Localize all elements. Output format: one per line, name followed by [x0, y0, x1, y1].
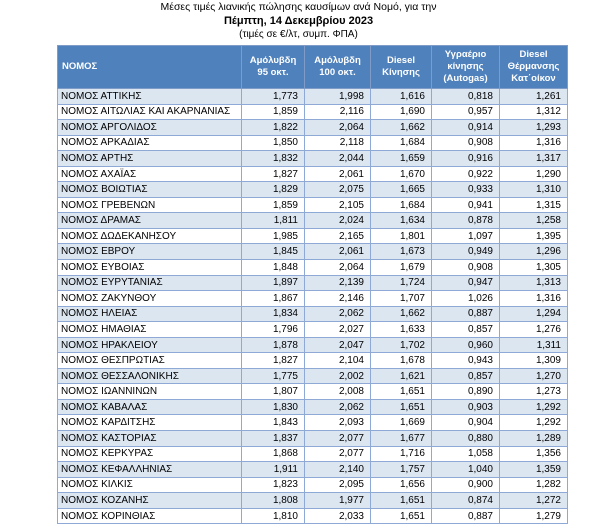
cell-heating-diesel: 1,292	[500, 415, 568, 431]
cell-unleaded-95: 1,868	[242, 446, 305, 462]
cell-unleaded-95: 1,811	[242, 213, 305, 229]
cell-unleaded-95: 1,808	[242, 493, 305, 509]
header-diesel: Diesel Κίνησης	[371, 46, 432, 89]
cell-nomos: ΝΟΜΟΣ ΚΙΛΚΙΣ	[58, 477, 242, 493]
cell-autogas: 0,818	[432, 89, 500, 105]
cell-heating-diesel: 1,311	[500, 337, 568, 353]
cell-unleaded-95: 1,827	[242, 353, 305, 369]
cell-unleaded-100: 2,118	[305, 135, 371, 151]
cell-heating-diesel: 1,395	[500, 228, 568, 244]
table-row	[58, 446, 568, 462]
cell-diesel: 1,677	[371, 431, 432, 447]
table-row	[58, 431, 568, 447]
header-nomos: ΝΟΜΟΣ	[58, 46, 242, 89]
cell-unleaded-100: 2,146	[305, 291, 371, 307]
cell-unleaded-100: 2,139	[305, 275, 371, 291]
cell-autogas: 0,933	[432, 182, 500, 198]
table-row	[58, 399, 568, 415]
cell-nomos: ΝΟΜΟΣ ΑΡΓΟΛΙΔΟΣ	[58, 120, 242, 136]
cell-autogas: 0,941	[432, 197, 500, 213]
cell-autogas: 0,922	[432, 166, 500, 182]
cell-unleaded-100: 2,033	[305, 508, 371, 524]
cell-diesel: 1,716	[371, 446, 432, 462]
cell-unleaded-100: 2,104	[305, 353, 371, 369]
cell-autogas: 0,887	[432, 508, 500, 524]
title-units: (τιμές σε €/λτ, συμπ. ΦΠΑ)	[239, 29, 358, 40]
cell-diesel: 1,684	[371, 135, 432, 151]
cell-heating-diesel: 1,294	[500, 306, 568, 322]
cell-nomos: ΝΟΜΟΣ ΚΕΡΚΥΡΑΣ	[58, 446, 242, 462]
cell-nomos: ΝΟΜΟΣ ΚΑΡΔΙΤΣΗΣ	[58, 415, 242, 431]
table-header	[58, 46, 568, 89]
table-row	[58, 213, 568, 229]
cell-diesel: 1,633	[371, 322, 432, 338]
table-row	[58, 337, 568, 353]
cell-autogas: 1,026	[432, 291, 500, 307]
cell-nomos: ΝΟΜΟΣ ΖΑΚΥΝΘΟΥ	[58, 291, 242, 307]
cell-heating-diesel: 1,312	[500, 104, 568, 120]
cell-unleaded-100: 2,116	[305, 104, 371, 120]
cell-nomos: ΝΟΜΟΣ ΕΥΒΟΙΑΣ	[58, 260, 242, 276]
cell-nomos: ΝΟΜΟΣ ΔΩΔΕΚΑΝΗΣΟΥ	[58, 228, 242, 244]
cell-unleaded-100: 2,008	[305, 384, 371, 400]
cell-diesel: 1,651	[371, 508, 432, 524]
cell-heating-diesel: 1,282	[500, 477, 568, 493]
table-row	[58, 493, 568, 509]
title-line-1: Μέσες τιμές λιανικής πώλησης καυσίμων ανά Νομό, για την	[160, 1, 437, 13]
cell-nomos: ΝΟΜΟΣ ΑΡΚΑΔΙΑΣ	[58, 135, 242, 151]
cell-heating-diesel: 1,290	[500, 166, 568, 182]
cell-diesel: 1,702	[371, 337, 432, 353]
cell-diesel: 1,651	[371, 399, 432, 415]
cell-autogas: 0,890	[432, 384, 500, 400]
cell-nomos: ΝΟΜΟΣ ΘΕΣΠΡΩΤΙΑΣ	[58, 353, 242, 369]
cell-nomos: ΝΟΜΟΣ ΑΙΤΩΛΙΑΣ ΚΑΙ ΑΚΑΡΝΑΝΙΑΣ	[58, 104, 242, 120]
cell-heating-diesel: 1,279	[500, 508, 568, 524]
cell-autogas: 0,878	[432, 213, 500, 229]
table-row	[58, 306, 568, 322]
cell-heating-diesel: 1,293	[500, 120, 568, 136]
table-row	[58, 322, 568, 338]
cell-nomos: ΝΟΜΟΣ ΔΡΑΜΑΣ	[58, 213, 242, 229]
cell-diesel: 1,651	[371, 493, 432, 509]
cell-autogas: 0,857	[432, 322, 500, 338]
cell-heating-diesel: 1,317	[500, 151, 568, 167]
cell-nomos: ΝΟΜΟΣ ΗΛΕΙΑΣ	[58, 306, 242, 322]
cell-autogas: 0,903	[432, 399, 500, 415]
cell-unleaded-95: 1,878	[242, 337, 305, 353]
cell-unleaded-100: 2,061	[305, 244, 371, 260]
cell-diesel: 1,634	[371, 213, 432, 229]
cell-unleaded-95: 1,810	[242, 508, 305, 524]
cell-autogas: 0,908	[432, 135, 500, 151]
header-heating-diesel: Diesel Θέρμανσης Κατ΄οίκον	[500, 46, 568, 89]
cell-autogas: 0,960	[432, 337, 500, 353]
cell-autogas: 0,949	[432, 244, 500, 260]
table-row	[58, 135, 568, 151]
table-row	[58, 166, 568, 182]
cell-unleaded-95: 1,845	[242, 244, 305, 260]
cell-autogas: 0,914	[432, 120, 500, 136]
cell-unleaded-100: 2,077	[305, 431, 371, 447]
cell-unleaded-95: 1,897	[242, 275, 305, 291]
cell-nomos: ΝΟΜΟΣ ΗΡΑΚΛΕΙΟΥ	[58, 337, 242, 353]
cell-nomos: ΝΟΜΟΣ ΕΒΡΟΥ	[58, 244, 242, 260]
table-row	[58, 228, 568, 244]
cell-heating-diesel: 1,272	[500, 493, 568, 509]
table-row	[58, 197, 568, 213]
cell-diesel: 1,678	[371, 353, 432, 369]
cell-heating-diesel: 1,313	[500, 275, 568, 291]
cell-unleaded-100: 2,024	[305, 213, 371, 229]
cell-diesel: 1,690	[371, 104, 432, 120]
cell-unleaded-95: 1,775	[242, 368, 305, 384]
cell-heating-diesel: 1,270	[500, 368, 568, 384]
cell-unleaded-95: 1,829	[242, 182, 305, 198]
cell-autogas: 0,874	[432, 493, 500, 509]
cell-heating-diesel: 1,296	[500, 244, 568, 260]
table-row	[58, 260, 568, 276]
cell-nomos: ΝΟΜΟΣ ΚΑΣΤΟΡΙΑΣ	[58, 431, 242, 447]
header-unleaded-95: Αμόλυβδη 95 οκτ.	[242, 46, 305, 89]
cell-unleaded-95: 1,859	[242, 197, 305, 213]
cell-unleaded-95: 1,822	[242, 120, 305, 136]
cell-nomos: ΝΟΜΟΣ ΑΤΤΙΚΗΣ	[58, 89, 242, 105]
cell-unleaded-95: 1,848	[242, 260, 305, 276]
cell-unleaded-95: 1,807	[242, 384, 305, 400]
cell-autogas: 0,900	[432, 477, 500, 493]
table-row	[58, 368, 568, 384]
cell-autogas: 0,887	[432, 306, 500, 322]
table-row	[58, 477, 568, 493]
cell-diesel: 1,651	[371, 384, 432, 400]
cell-autogas: 0,904	[432, 415, 500, 431]
cell-heating-diesel: 1,258	[500, 213, 568, 229]
cell-heating-diesel: 1,315	[500, 197, 568, 213]
table-row	[58, 508, 568, 524]
cell-unleaded-95: 1,796	[242, 322, 305, 338]
cell-diesel: 1,707	[371, 291, 432, 307]
cell-autogas: 1,097	[432, 228, 500, 244]
cell-autogas: 1,040	[432, 462, 500, 478]
cell-nomos: ΝΟΜΟΣ ΚΕΦΑΛΛΗΝΙΑΣ	[58, 462, 242, 478]
cell-heating-diesel: 1,292	[500, 399, 568, 415]
cell-unleaded-95: 1,985	[242, 228, 305, 244]
cell-unleaded-100: 2,095	[305, 477, 371, 493]
table-row	[58, 384, 568, 400]
cell-diesel: 1,616	[371, 89, 432, 105]
table-row	[58, 275, 568, 291]
cell-unleaded-100: 1,977	[305, 493, 371, 509]
cell-unleaded-100: 2,061	[305, 166, 371, 182]
cell-unleaded-95: 1,773	[242, 89, 305, 105]
table-row	[58, 291, 568, 307]
cell-nomos: ΝΟΜΟΣ ΙΩΑΝΝΙΝΩΝ	[58, 384, 242, 400]
cell-unleaded-100: 2,140	[305, 462, 371, 478]
title-block	[0, 0, 597, 41]
cell-unleaded-100: 1,998	[305, 89, 371, 105]
title-date: Πέμπτη, 14 Δεκεμβρίου 2023	[223, 15, 374, 27]
fuel-prices-table	[57, 45, 568, 524]
cell-diesel: 1,673	[371, 244, 432, 260]
table-row	[58, 462, 568, 478]
cell-autogas: 0,943	[432, 353, 500, 369]
cell-heating-diesel: 1,359	[500, 462, 568, 478]
cell-unleaded-100: 2,064	[305, 120, 371, 136]
cell-unleaded-100: 2,165	[305, 228, 371, 244]
cell-unleaded-100: 2,044	[305, 151, 371, 167]
cell-diesel: 1,801	[371, 228, 432, 244]
cell-diesel: 1,662	[371, 120, 432, 136]
cell-unleaded-95: 1,832	[242, 151, 305, 167]
cell-diesel: 1,757	[371, 462, 432, 478]
cell-unleaded-95: 1,830	[242, 399, 305, 415]
cell-unleaded-100: 2,062	[305, 306, 371, 322]
cell-unleaded-100: 2,105	[305, 197, 371, 213]
cell-unleaded-100: 2,062	[305, 399, 371, 415]
cell-autogas: 0,880	[432, 431, 500, 447]
cell-unleaded-95: 1,834	[242, 306, 305, 322]
cell-diesel: 1,659	[371, 151, 432, 167]
cell-unleaded-95: 1,837	[242, 431, 305, 447]
cell-heating-diesel: 1,261	[500, 89, 568, 105]
header-autogas: Υγραέριο κίνησης (Autogas)	[432, 46, 500, 89]
cell-autogas: 0,947	[432, 275, 500, 291]
cell-autogas: 0,908	[432, 260, 500, 276]
cell-unleaded-95: 1,827	[242, 166, 305, 182]
cell-autogas: 1,058	[432, 446, 500, 462]
header-row	[58, 46, 568, 89]
cell-unleaded-95: 1,911	[242, 462, 305, 478]
cell-unleaded-95: 1,867	[242, 291, 305, 307]
cell-diesel: 1,656	[371, 477, 432, 493]
cell-diesel: 1,724	[371, 275, 432, 291]
cell-unleaded-95: 1,823	[242, 477, 305, 493]
table-row	[58, 353, 568, 369]
table-body	[58, 89, 568, 524]
cell-nomos: ΝΟΜΟΣ ΗΜΑΘΙΑΣ	[58, 322, 242, 338]
cell-unleaded-95: 1,850	[242, 135, 305, 151]
cell-diesel: 1,621	[371, 368, 432, 384]
cell-heating-diesel: 1,356	[500, 446, 568, 462]
cell-heating-diesel: 1,289	[500, 431, 568, 447]
cell-nomos: ΝΟΜΟΣ ΚΑΒΑΛΑΣ	[58, 399, 242, 415]
table-row	[58, 244, 568, 260]
cell-autogas: 0,857	[432, 368, 500, 384]
cell-unleaded-100: 2,093	[305, 415, 371, 431]
cell-heating-diesel: 1,276	[500, 322, 568, 338]
cell-heating-diesel: 1,309	[500, 353, 568, 369]
cell-diesel: 1,669	[371, 415, 432, 431]
cell-heating-diesel: 1,305	[500, 260, 568, 276]
cell-nomos: ΝΟΜΟΣ ΓΡΕΒΕΝΩΝ	[58, 197, 242, 213]
cell-unleaded-100: 2,002	[305, 368, 371, 384]
cell-heating-diesel: 1,316	[500, 291, 568, 307]
cell-autogas: 0,916	[432, 151, 500, 167]
table-row	[58, 89, 568, 105]
cell-autogas: 0,957	[432, 104, 500, 120]
cell-unleaded-100: 2,047	[305, 337, 371, 353]
table-row	[58, 151, 568, 167]
cell-nomos: ΝΟΜΟΣ ΚΟΖΑΝΗΣ	[58, 493, 242, 509]
cell-diesel: 1,670	[371, 166, 432, 182]
cell-heating-diesel: 1,310	[500, 182, 568, 198]
cell-unleaded-95: 1,843	[242, 415, 305, 431]
cell-diesel: 1,662	[371, 306, 432, 322]
cell-diesel: 1,665	[371, 182, 432, 198]
table-row	[58, 104, 568, 120]
cell-unleaded-100: 2,064	[305, 260, 371, 276]
cell-diesel: 1,684	[371, 197, 432, 213]
cell-nomos: ΝΟΜΟΣ ΕΥΡΥΤΑΝΙΑΣ	[58, 275, 242, 291]
cell-heating-diesel: 1,316	[500, 135, 568, 151]
cell-nomos: ΝΟΜΟΣ ΑΧΑΪΑΣ	[58, 166, 242, 182]
cell-nomos: ΝΟΜΟΣ ΒΟΙΩΤΙΑΣ	[58, 182, 242, 198]
cell-unleaded-100: 2,027	[305, 322, 371, 338]
cell-unleaded-100: 2,075	[305, 182, 371, 198]
header-unleaded-100: Αμόλυβδη 100 οκτ.	[305, 46, 371, 89]
table-row	[58, 182, 568, 198]
cell-unleaded-95: 1,859	[242, 104, 305, 120]
table-row	[58, 415, 568, 431]
cell-nomos: ΝΟΜΟΣ ΑΡΤΗΣ	[58, 151, 242, 167]
cell-nomos: ΝΟΜΟΣ ΚΟΡΙΝΘΙΑΣ	[58, 508, 242, 524]
cell-diesel: 1,679	[371, 260, 432, 276]
cell-heating-diesel: 1,273	[500, 384, 568, 400]
cell-nomos: ΝΟΜΟΣ ΘΕΣΣΑΛΟΝΙΚΗΣ	[58, 368, 242, 384]
table-row	[58, 120, 568, 136]
cell-unleaded-100: 2,077	[305, 446, 371, 462]
